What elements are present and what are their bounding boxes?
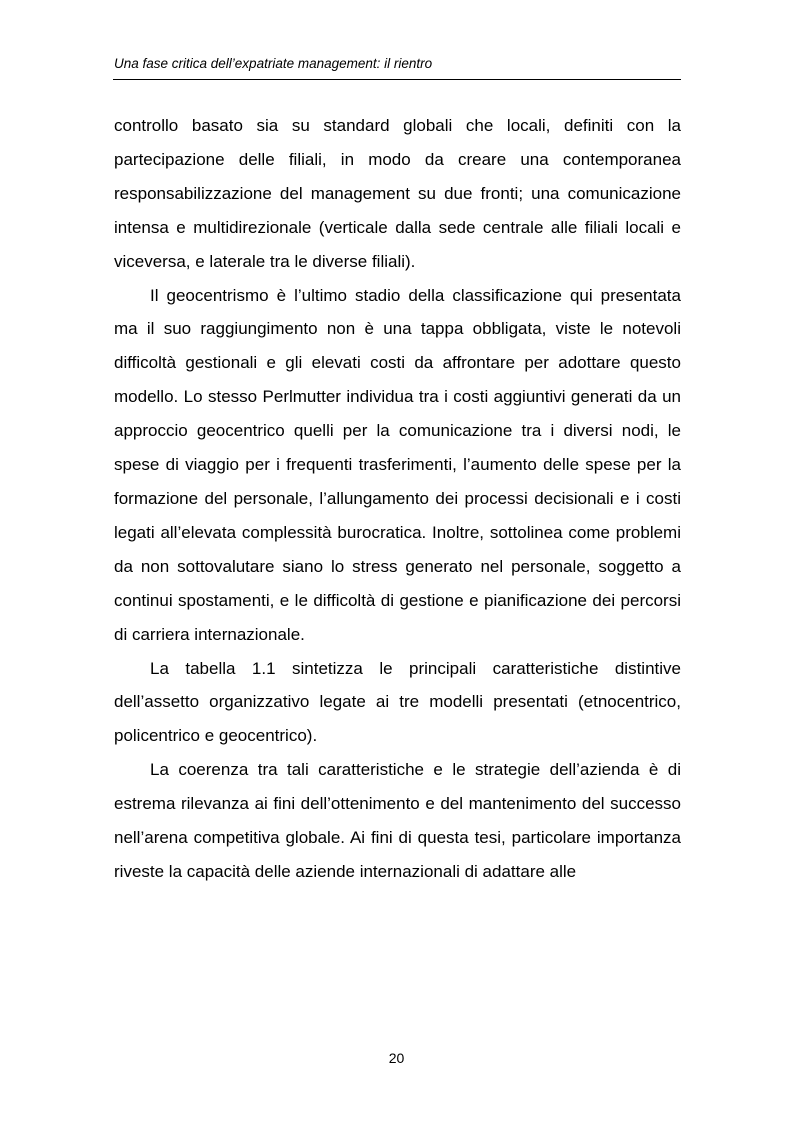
- header-divider: [113, 79, 681, 80]
- body-text: [114, 109, 681, 889]
- paragraph-geocentrismo: Il geocentrismo è l’ultimo stadio della classificazione qui presentata ma il suo raggiungimento non è una tappa obbligata, viste le notevoli difficoltà gestionali e gli elevati costi da affrontare per adottare questo modello. Lo stesso Perlmutter individua tra i costi aggiuntivi generati da un approccio geocentrico quelli per la comunicazione tra i diversi nodi, le spese di viaggio per i frequenti trasferimenti, l’aumento delle spese per la formazione del personale, l’allungamento dei processi decisionali e i costi legati all’elevata complessità burocratica. Inoltre, sottolinea come problemi da non sottovalutare siano lo stress generato nel personale, soggetto a continui spostamenti, e le difficoltà di gestione e pianificazione dei percorsi di carriera internazionale.: [114, 285, 681, 644]
- paragraph-coerenza: La coerenza tra tali caratteristiche e le strategie dell’azienda è di estrema rilevanza ai fini dell’ottenimento e del mantenimento del successo nell’arena competitiva globale. Ai fini di questa tesi, particolare importanza riveste la capacità delle aziende internazionali di adattare alle: [114, 760, 681, 881]
- paragraph-tabella: La tabella 1.1 sintetizza le principali caratteristiche distintive dell’assetto organizzativo legate ai tre modelli presentati (etnocentrico, policentrico e geocentrico).: [114, 658, 681, 746]
- paragraph-continuation: controllo basato sia su standard globali che locali, definiti con la partecipazione delle filiali, in modo da creare una contemporanea responsabilizzazione del management su due fronti; una comunicazione intensa e multidirezionale (verticale dalla sede centrale alle filiali locali e viceversa, e laterale tra le diverse filiali).: [114, 116, 681, 271]
- page-number: 20: [388, 1050, 405, 1066]
- running-header: Una fase critica dell’expatriate management: il rientro: [114, 56, 433, 71]
